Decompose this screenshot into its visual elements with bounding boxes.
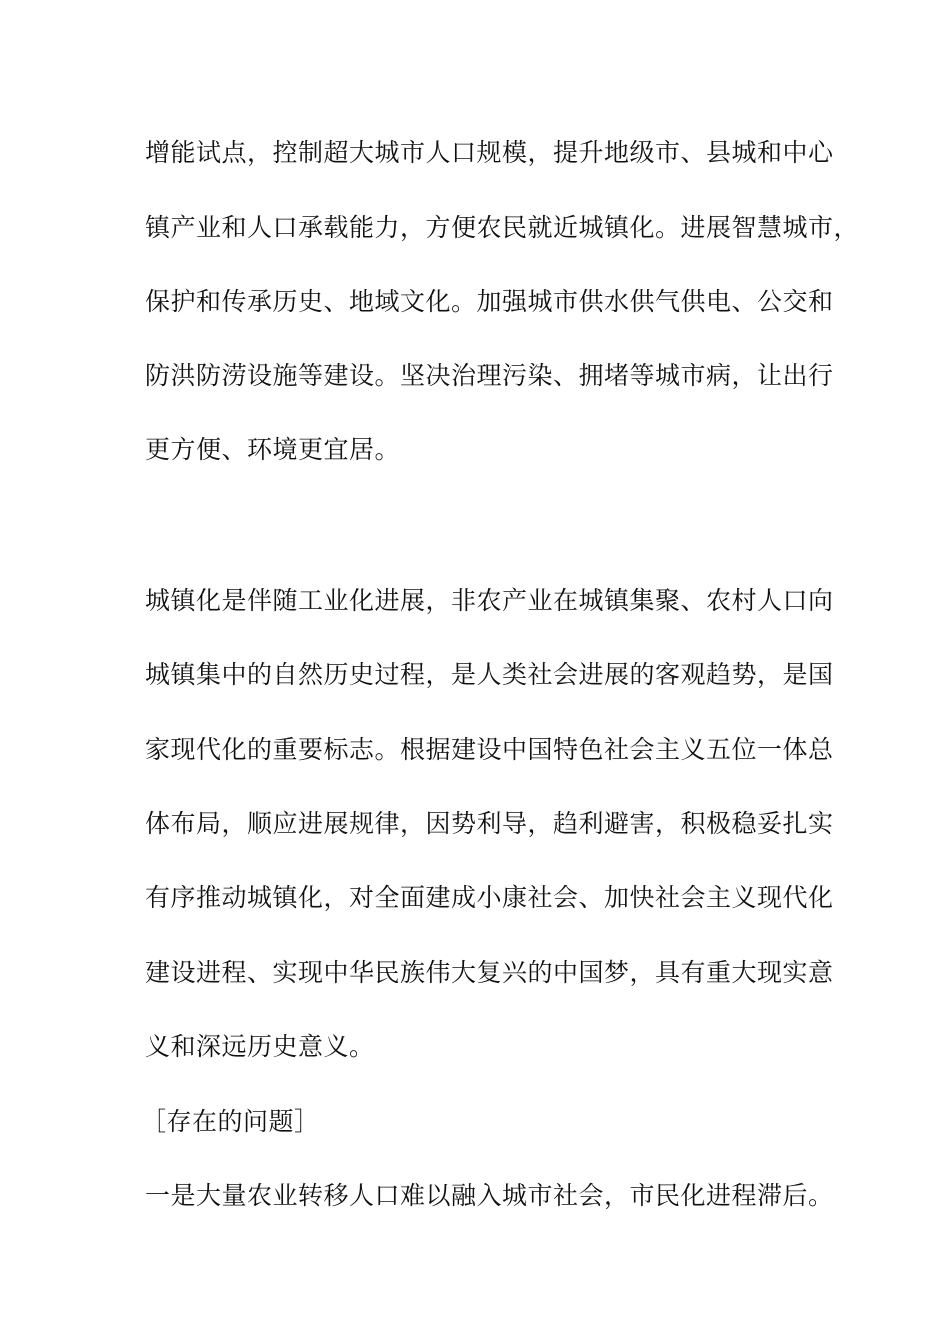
text-line: 体布局，顺应进展规律，因势利导，趋利避害，积极稳妥扎实: [145, 809, 834, 838]
text-line: 城镇化是伴随工业化进展，非农产业在城镇集聚、农村人口向: [145, 586, 834, 615]
text-line: 义和深远历史意义。: [145, 1032, 375, 1061]
section-heading: ［存在的问题］: [141, 1107, 320, 1136]
text-line: 有序推动城镇化，对全面建成小康社会、加快社会主义现代化: [145, 883, 834, 912]
text-line: 增能试点，控制超大城市人口规模，提升地级市、县城和中心: [145, 138, 834, 167]
text-line: 一是大量农业转移人口难以融入城市社会，市民化进程滞后。: [145, 1181, 834, 1210]
text-line: 防洪防涝设施等建设。坚决治理污染、拥堵等城市病，让出行: [145, 361, 834, 390]
text-line: 镇产业和人口承载能力，方便农民就近城镇化。进展智慧城市，: [145, 213, 860, 242]
text-line: 城镇集中的自然历史过程，是人类社会进展的客观趋势，是国: [145, 660, 834, 689]
text-line: 建设进程、实现中华民族伟大复兴的中国梦，具有重大现实意: [145, 958, 834, 987]
text-line: 更方便、环境更宜居。: [145, 435, 401, 464]
text-line: 家现代化的重要标志。根据建设中国特色社会主义五位一体总: [145, 735, 834, 764]
text-line: 保护和传承历史、地域文化。加强城市供水供气供电、公交和: [145, 287, 834, 316]
